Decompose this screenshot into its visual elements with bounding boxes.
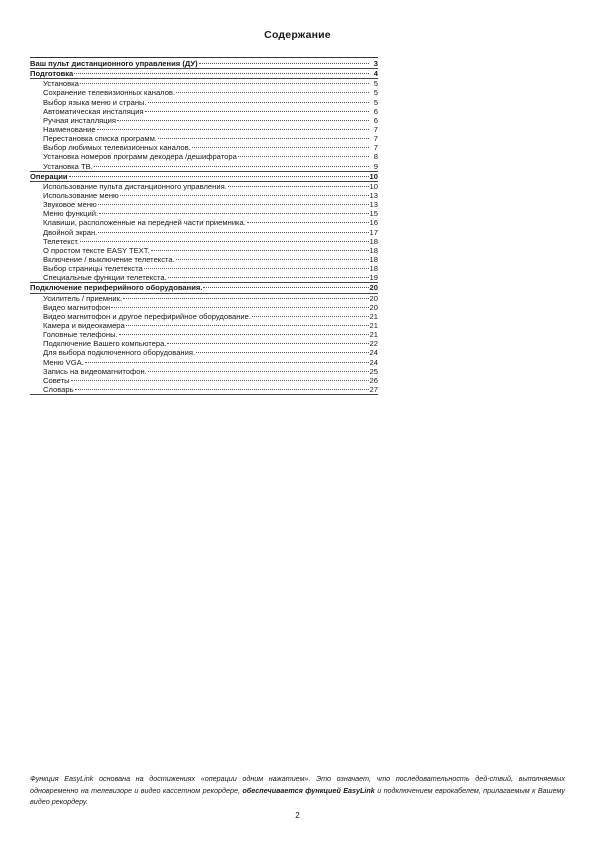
toc-entry[interactable] xyxy=(30,358,378,367)
toc-entry-label: Выбор страницы телетекста xyxy=(43,264,143,274)
toc-entry[interactable] xyxy=(30,191,378,200)
toc-entry-label: Использование меню xyxy=(43,190,119,200)
toc-entry-label: Специальные функции телетекста. xyxy=(43,273,167,283)
toc-entry-label: Наименование xyxy=(43,124,96,134)
toc-entry-label: Меню VGA. xyxy=(43,357,84,367)
toc-entry-page: 9 xyxy=(373,161,378,171)
toc-dot-leader xyxy=(99,213,368,214)
page-title: Содержание xyxy=(264,29,331,41)
toc-entry-label: Камера и видеокамера xyxy=(43,320,125,330)
toc-dot-leader xyxy=(94,166,369,167)
toc-dot-leader xyxy=(69,176,369,177)
toc-dot-leader xyxy=(148,102,369,103)
toc-entry-label: Использование пульта дистанционного управления. xyxy=(43,181,227,191)
toc-dot-leader xyxy=(228,186,369,187)
toc-entry[interactable] xyxy=(30,303,378,312)
toc-entry[interactable] xyxy=(30,367,378,376)
toc-entry[interactable] xyxy=(30,385,378,395)
toc-dot-leader xyxy=(98,232,368,233)
toc-entry[interactable] xyxy=(30,98,378,107)
toc-dot-leader xyxy=(126,325,369,326)
toc-entry-page: 5 xyxy=(373,88,378,98)
toc-entry-label: Выбор языка меню и страны. xyxy=(43,97,147,107)
toc-entry-page: 13 xyxy=(369,190,378,200)
toc-entry-page: 7 xyxy=(373,143,378,153)
toc-dot-leader xyxy=(119,334,369,335)
toc-entry-page: 25 xyxy=(369,366,378,376)
toc-entry-label: Операции xyxy=(30,171,68,181)
toc-entry-page: 19 xyxy=(369,273,378,283)
toc-entry-label: Автоматическая инсталяция xyxy=(43,106,144,116)
toc-entry[interactable] xyxy=(30,273,378,283)
toc-entry-page: 3 xyxy=(373,59,378,68)
toc-dot-leader xyxy=(176,259,369,260)
toc-entry-label: Телетекст. xyxy=(43,236,80,246)
easylink-footnote xyxy=(30,773,565,808)
toc-entry-page: 21 xyxy=(369,311,378,321)
toc-entry-page: 7 xyxy=(373,134,378,144)
toc-section-entry[interactable] xyxy=(30,59,378,69)
toc-entry-page: 4 xyxy=(373,69,378,79)
toc-entry-label: Усилитель / приемник. xyxy=(43,293,122,303)
toc-dot-leader xyxy=(117,120,369,121)
toc-dot-leader xyxy=(168,277,369,278)
toc-entry-label: Сохранение телевизионных каналов. xyxy=(43,88,176,98)
toc-entry[interactable] xyxy=(30,209,378,218)
toc-entry-page: 20 xyxy=(369,302,378,312)
footnote-text-bold: обеспечивается функцией EasyLink xyxy=(242,785,375,795)
toc-entry-page: 24 xyxy=(369,357,378,367)
footnote-text-1: Функция EasyLink основана на достижениях «операции одним нажатием». Это означает, что последовательность дей-ствий, выполняемых одновременно на телевизоре и видео кассетном рекордере, xyxy=(30,774,565,795)
page-number: 2 xyxy=(295,811,300,820)
toc-entry-label: Подключение Вашего компьютера. xyxy=(43,339,167,349)
toc-entry-page: 6 xyxy=(373,106,378,116)
toc-entry-label: Ваш пульт дистанционного управления (ДУ) xyxy=(30,59,198,68)
toc-dot-leader xyxy=(252,316,369,317)
toc-dot-leader xyxy=(145,111,369,112)
toc-entry-page: 20 xyxy=(369,293,378,303)
toc-entry-page: 20 xyxy=(369,283,378,293)
toc-dot-leader xyxy=(111,307,368,308)
toc-dot-leader xyxy=(80,83,369,84)
toc-entry-label: Включение / выключение телетекста. xyxy=(43,254,175,264)
toc-entry-label: О простом тексте EASY TEXT. xyxy=(43,245,150,255)
toc-entry[interactable] xyxy=(30,376,378,385)
toc-entry-label: Звуковое меню xyxy=(43,200,97,210)
toc-entry[interactable] xyxy=(30,88,378,97)
toc-entry[interactable] xyxy=(30,312,378,321)
toc-entry[interactable] xyxy=(30,152,378,161)
toc-entry-page: 18 xyxy=(369,245,378,255)
toc-entry-label: Для выбора подключенного оборудования. xyxy=(43,348,196,358)
toc-entry[interactable] xyxy=(30,218,378,227)
toc-entry-label: Подготовка xyxy=(30,69,74,79)
toc-entry-label: Двойной экран. xyxy=(43,227,98,237)
toc-entry-page: 22 xyxy=(369,339,378,349)
toc-entry-page: 24 xyxy=(369,348,378,358)
toc-dot-leader xyxy=(97,129,369,130)
toc-entry-page: 26 xyxy=(369,375,378,385)
toc-entry-page: 6 xyxy=(373,115,378,125)
toc-entry-page: 18 xyxy=(369,264,378,274)
toc-entry[interactable] xyxy=(30,330,378,339)
toc-entry[interactable] xyxy=(30,264,378,273)
toc-entry-label: Перестановка списка программ. xyxy=(43,134,157,144)
toc-dot-leader xyxy=(74,73,369,74)
toc-entry-label: Установка номеров программ декодера /дешифратора xyxy=(43,152,237,162)
toc-section-entry[interactable] xyxy=(30,283,378,293)
toc-dot-leader xyxy=(98,204,369,205)
toc-entry-page: 7 xyxy=(373,124,378,134)
toc-entry-page: 5 xyxy=(373,97,378,107)
toc-rows xyxy=(30,59,378,395)
toc-entry-page: 18 xyxy=(369,254,378,264)
toc-entry-page: 21 xyxy=(369,320,378,330)
toc-entry-label: Установка ТВ. xyxy=(43,161,93,171)
toc-dot-leader xyxy=(247,222,369,223)
toc-entry[interactable] xyxy=(30,162,378,172)
toc-dot-leader xyxy=(148,371,369,372)
toc-dot-leader xyxy=(196,352,368,353)
toc-entry[interactable] xyxy=(30,107,378,116)
toc-entry-label: Выбор любимых телевизионных каналов. xyxy=(43,143,191,153)
toc-dot-leader xyxy=(192,147,369,148)
toc-entry[interactable] xyxy=(30,228,378,237)
toc-entry-page: 17 xyxy=(369,227,378,237)
toc-entry-label: Меню функций. xyxy=(43,209,99,219)
toc-entry-label: Запись на видеомагнитофон. xyxy=(43,366,147,376)
footnote-text-2: и подключением еврокабелем, прилагаемым к Вашему видео рекордеру. xyxy=(30,785,565,807)
toc-entry-page: 10 xyxy=(369,181,378,191)
toc-entry-label: Ручная инсталляция xyxy=(43,115,116,125)
toc-entry-label: Советы xyxy=(43,375,70,385)
toc-dot-leader xyxy=(158,138,369,139)
toc-dot-leader xyxy=(167,343,368,344)
toc-entry-page: 21 xyxy=(369,330,378,340)
toc-entry[interactable] xyxy=(30,79,378,88)
toc-entry[interactable] xyxy=(30,116,378,125)
toc-dot-leader xyxy=(238,156,369,157)
toc-entry-label: Словарь xyxy=(43,384,74,394)
toc-section-entry[interactable] xyxy=(30,69,378,79)
toc-entry[interactable] xyxy=(30,339,378,348)
toc-entry-page: 15 xyxy=(369,209,378,219)
toc-entry[interactable] xyxy=(30,294,378,303)
toc-dot-leader xyxy=(203,287,368,288)
toc-dot-leader xyxy=(80,241,368,242)
toc-entry-page: 13 xyxy=(369,200,378,210)
toc-entry[interactable] xyxy=(30,246,378,255)
toc-dot-leader xyxy=(151,250,369,251)
toc-entry[interactable] xyxy=(30,321,378,330)
toc-entry-page: 18 xyxy=(369,236,378,246)
toc-entry-page: 8 xyxy=(373,152,378,162)
toc-dot-leader xyxy=(71,380,369,381)
toc-entry-label: Подключение периферийного оборудования. xyxy=(30,283,203,293)
toc-entry[interactable] xyxy=(30,200,378,209)
toc-entry[interactable] xyxy=(30,237,378,246)
toc-entry-label: Установка xyxy=(43,79,79,89)
toc-entry-page: 16 xyxy=(369,218,378,228)
toc-dot-leader xyxy=(75,389,369,390)
toc-entry-label: Видео магнитофон и другое перефирийное оборудование. xyxy=(43,311,252,321)
toc-entry[interactable] xyxy=(30,255,378,264)
toc-top-rule xyxy=(30,57,378,58)
toc-entry[interactable] xyxy=(30,143,378,152)
toc-dot-leader xyxy=(85,362,369,363)
toc-section-entry[interactable] xyxy=(30,172,378,182)
table-of-contents xyxy=(30,57,378,395)
toc-dot-leader xyxy=(123,298,369,299)
toc-entry[interactable] xyxy=(30,125,378,134)
toc-dot-leader xyxy=(199,63,369,64)
toc-entry[interactable] xyxy=(30,134,378,143)
toc-entry-label: Видео магнитофон xyxy=(43,302,111,312)
toc-entry[interactable] xyxy=(30,182,378,191)
toc-entry-page: 10 xyxy=(369,171,378,181)
toc-entry-label: Клавиши, расположенные на передней части приемника. xyxy=(43,218,246,228)
toc-dot-leader xyxy=(144,268,369,269)
toc-entry[interactable] xyxy=(30,348,378,357)
toc-entry-page: 5 xyxy=(373,79,378,89)
toc-dot-leader xyxy=(176,92,369,93)
toc-entry-page: 27 xyxy=(369,384,378,394)
toc-dot-leader xyxy=(120,195,369,196)
toc-entry-label: Головные телефоны. xyxy=(43,330,118,340)
